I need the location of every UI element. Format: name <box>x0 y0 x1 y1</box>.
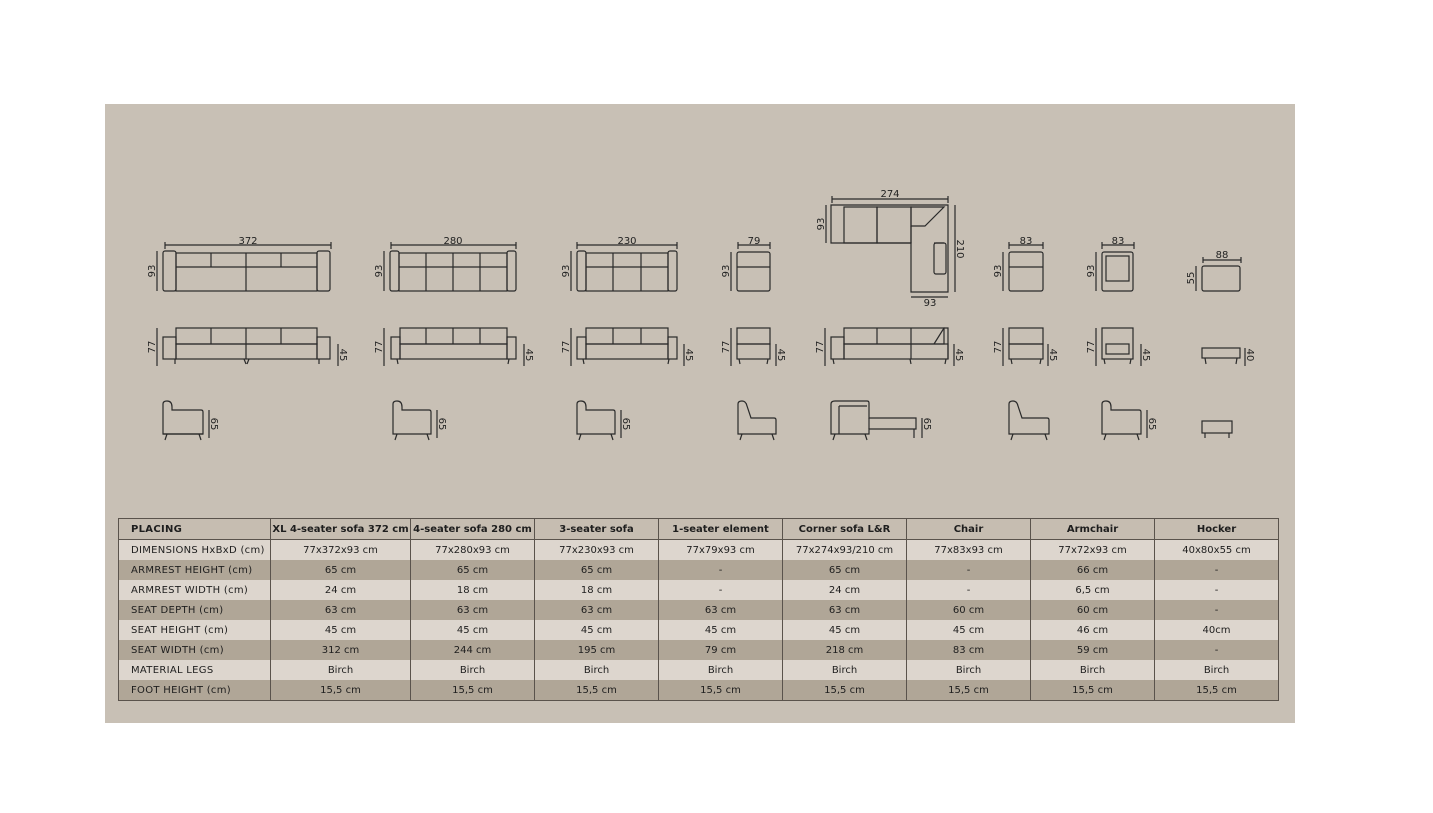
table-cell: 15,5 cm <box>659 680 783 701</box>
table-cell: Birch <box>411 660 535 680</box>
top-width-label: 83 <box>1019 236 1033 247</box>
specification-table <box>118 518 1279 701</box>
seat-height-label: 45 <box>953 348 964 362</box>
row-label: SEAT WIDTH (cm) <box>119 640 271 660</box>
top-depth-label: 93 <box>816 217 827 231</box>
table-cell: 63 cm <box>535 600 659 620</box>
table-cell: 15,5 cm <box>1031 680 1155 701</box>
table-row <box>119 600 1279 620</box>
table-header-product: XL 4-seater sofa 372 cm <box>271 519 411 540</box>
table-cell: - <box>1155 640 1279 660</box>
table-cell: - <box>659 560 783 580</box>
table-cell: Birch <box>1031 660 1155 680</box>
table-row <box>119 640 1279 660</box>
table-cell: 45 cm <box>411 620 535 640</box>
front-height-label: 77 <box>721 340 732 354</box>
seat-height-label: 45 <box>337 348 348 362</box>
table-cell: 65 cm <box>411 560 535 580</box>
table-cell: 65 cm <box>783 560 907 580</box>
table-cell: 15,5 cm <box>907 680 1031 701</box>
table-cell: 40x80x55 cm <box>1155 540 1279 561</box>
side-view-corner-sofa <box>831 401 922 440</box>
table-cell: 15,5 cm <box>1155 680 1279 701</box>
table-cell: Birch <box>907 660 1031 680</box>
table-cell: 63 cm <box>411 600 535 620</box>
table-cell: 45 cm <box>535 620 659 640</box>
table-header-row <box>119 519 1279 540</box>
table-cell: - <box>659 580 783 600</box>
side-view-xl-4-seater <box>163 401 209 440</box>
table-cell: 77x79x93 cm <box>659 540 783 561</box>
table-cell: 63 cm <box>271 600 411 620</box>
top-view-hocker <box>1196 257 1241 291</box>
row-label: SEAT HEIGHT (cm) <box>119 620 271 640</box>
top-depth-label: 55 <box>1186 271 1197 285</box>
table-cell: 24 cm <box>271 580 411 600</box>
table-cell: 77x230x93 cm <box>535 540 659 561</box>
front-view-corner-sofa <box>825 328 954 366</box>
table-cell: 45 cm <box>271 620 411 640</box>
top-depth-label: 93 <box>374 264 385 278</box>
table-cell: 18 cm <box>535 580 659 600</box>
front-view-1-seater <box>731 328 776 366</box>
side-view-4-seater <box>393 401 437 440</box>
table-cell: 45 cm <box>907 620 1031 640</box>
table-cell: 77x372x93 cm <box>271 540 411 561</box>
table-cell: - <box>907 560 1031 580</box>
top-depth-label: 93 <box>561 264 572 278</box>
front-view-chair <box>1003 328 1048 366</box>
top-width-label: 274 <box>880 189 900 200</box>
table-cell: 77x83x93 cm <box>907 540 1031 561</box>
front-view-armchair <box>1096 328 1141 366</box>
top-depth-label: 93 <box>721 264 732 278</box>
top-width-label: 372 <box>238 236 258 247</box>
table-cell: 46 cm <box>1031 620 1155 640</box>
side-view-armchair <box>1102 401 1147 440</box>
front-height-label: 77 <box>561 340 572 354</box>
corner-bottom-width-label: 93 <box>923 298 937 309</box>
table-cell: - <box>1155 560 1279 580</box>
table-cell: 195 cm <box>535 640 659 660</box>
table-cell: - <box>1155 580 1279 600</box>
dimension-drawings <box>105 104 1295 504</box>
seat-height-label: 40 <box>1244 348 1255 362</box>
seat-height-label: 45 <box>1047 348 1058 362</box>
table-cell: Birch <box>659 660 783 680</box>
table-cell: 40cm <box>1155 620 1279 640</box>
table-cell: 63 cm <box>783 600 907 620</box>
row-label: MATERIAL LEGS <box>119 660 271 680</box>
front-height-label: 77 <box>1086 340 1097 354</box>
side-view-hocker <box>1202 421 1232 438</box>
table-row <box>119 580 1279 600</box>
table-cell: Birch <box>1155 660 1279 680</box>
table-cell: 45 cm <box>659 620 783 640</box>
row-label: DIMENSIONS HxBxD (cm) <box>119 540 271 561</box>
table-cell: 83 cm <box>907 640 1031 660</box>
seat-height-label: 45 <box>775 348 786 362</box>
sofa-drawings-svg <box>105 104 1295 504</box>
spec-sheet-panel <box>105 104 1295 723</box>
table-cell: 60 cm <box>1031 600 1155 620</box>
table-cell: 45 cm <box>783 620 907 640</box>
table-cell: 6,5 cm <box>1031 580 1155 600</box>
front-height-label: 77 <box>815 340 826 354</box>
table-header-placing: PLACING <box>119 519 271 540</box>
table-cell: Birch <box>535 660 659 680</box>
top-depth-label: 93 <box>147 264 158 278</box>
table-cell: 15,5 cm <box>411 680 535 701</box>
table-cell: 65 cm <box>535 560 659 580</box>
row-label: ARMREST WIDTH (cm) <box>119 580 271 600</box>
top-view-3-seater <box>571 242 677 291</box>
table-cell: 77x72x93 cm <box>1031 540 1155 561</box>
front-view-3-seater <box>571 328 684 366</box>
table-row <box>119 680 1279 701</box>
table-cell: 77x274x93/210 cm <box>783 540 907 561</box>
armrest-height-label: 65 <box>921 417 932 431</box>
table-cell: 65 cm <box>271 560 411 580</box>
seat-height-label: 45 <box>683 348 694 362</box>
top-width-label: 79 <box>747 236 761 247</box>
row-label: FOOT HEIGHT (cm) <box>119 680 271 701</box>
table-row <box>119 560 1279 580</box>
table-cell: 59 cm <box>1031 640 1155 660</box>
table-header-product: Corner sofa L&R <box>783 519 907 540</box>
top-view-chair <box>1003 242 1043 291</box>
front-view-xl-4-seater <box>157 328 338 366</box>
armrest-height-label: 65 <box>1146 417 1157 431</box>
table-cell: Birch <box>271 660 411 680</box>
seat-height-label: 45 <box>1140 348 1151 362</box>
table-cell: 24 cm <box>783 580 907 600</box>
table-header-product: Hocker <box>1155 519 1279 540</box>
side-view-1-seater <box>738 401 776 440</box>
top-depth-label: 93 <box>993 264 1004 278</box>
top-depth-label: 93 <box>1086 264 1097 278</box>
table-cell: 15,5 cm <box>535 680 659 701</box>
top-view-armchair <box>1096 242 1134 291</box>
row-label: SEAT DEPTH (cm) <box>119 600 271 620</box>
side-view-3-seater <box>577 401 621 440</box>
top-width-label: 83 <box>1111 236 1125 247</box>
table-cell: 312 cm <box>271 640 411 660</box>
table-cell: 77x280x93 cm <box>411 540 535 561</box>
table-cell: - <box>1155 600 1279 620</box>
table-cell: 218 cm <box>783 640 907 660</box>
armrest-height-label: 65 <box>620 417 631 431</box>
table-cell: 66 cm <box>1031 560 1155 580</box>
corner-depth-label: 210 <box>954 239 965 259</box>
dimension-labels <box>147 189 1255 430</box>
table-cell: - <box>907 580 1031 600</box>
table-cell: 15,5 cm <box>783 680 907 701</box>
table-cell: 60 cm <box>907 600 1031 620</box>
armrest-height-label: 65 <box>436 417 447 431</box>
table-cell: 244 cm <box>411 640 535 660</box>
table-row <box>119 660 1279 680</box>
table-row <box>119 540 1279 561</box>
top-view-4-seater <box>384 242 516 291</box>
table-cell: 63 cm <box>659 600 783 620</box>
table-cell: Birch <box>783 660 907 680</box>
table-header-product: Armchair <box>1031 519 1155 540</box>
row-label: ARMREST HEIGHT (cm) <box>119 560 271 580</box>
front-height-label: 77 <box>147 340 158 354</box>
front-height-label: 77 <box>993 340 1004 354</box>
top-view-xl-4-seater <box>157 242 331 291</box>
table-header-product: 3-seater sofa <box>535 519 659 540</box>
table-header-product: 1-seater element <box>659 519 783 540</box>
front-height-label: 77 <box>374 340 385 354</box>
top-view-1-seater <box>731 242 770 291</box>
table-cell: 79 cm <box>659 640 783 660</box>
front-view-4-seater <box>384 328 524 366</box>
top-width-label: 230 <box>617 236 637 247</box>
table-header-product: 4-seater sofa 280 cm <box>411 519 535 540</box>
table-cell: 15,5 cm <box>271 680 411 701</box>
seat-height-label: 45 <box>523 348 534 362</box>
top-width-label: 280 <box>443 236 463 247</box>
table-cell: 18 cm <box>411 580 535 600</box>
table-header-product: Chair <box>907 519 1031 540</box>
top-view-corner-sofa <box>826 196 955 297</box>
armrest-height-label: 65 <box>208 417 219 431</box>
table-row <box>119 620 1279 640</box>
top-width-label: 88 <box>1215 250 1229 261</box>
front-view-hocker <box>1202 348 1245 366</box>
side-view-chair <box>1009 401 1049 440</box>
